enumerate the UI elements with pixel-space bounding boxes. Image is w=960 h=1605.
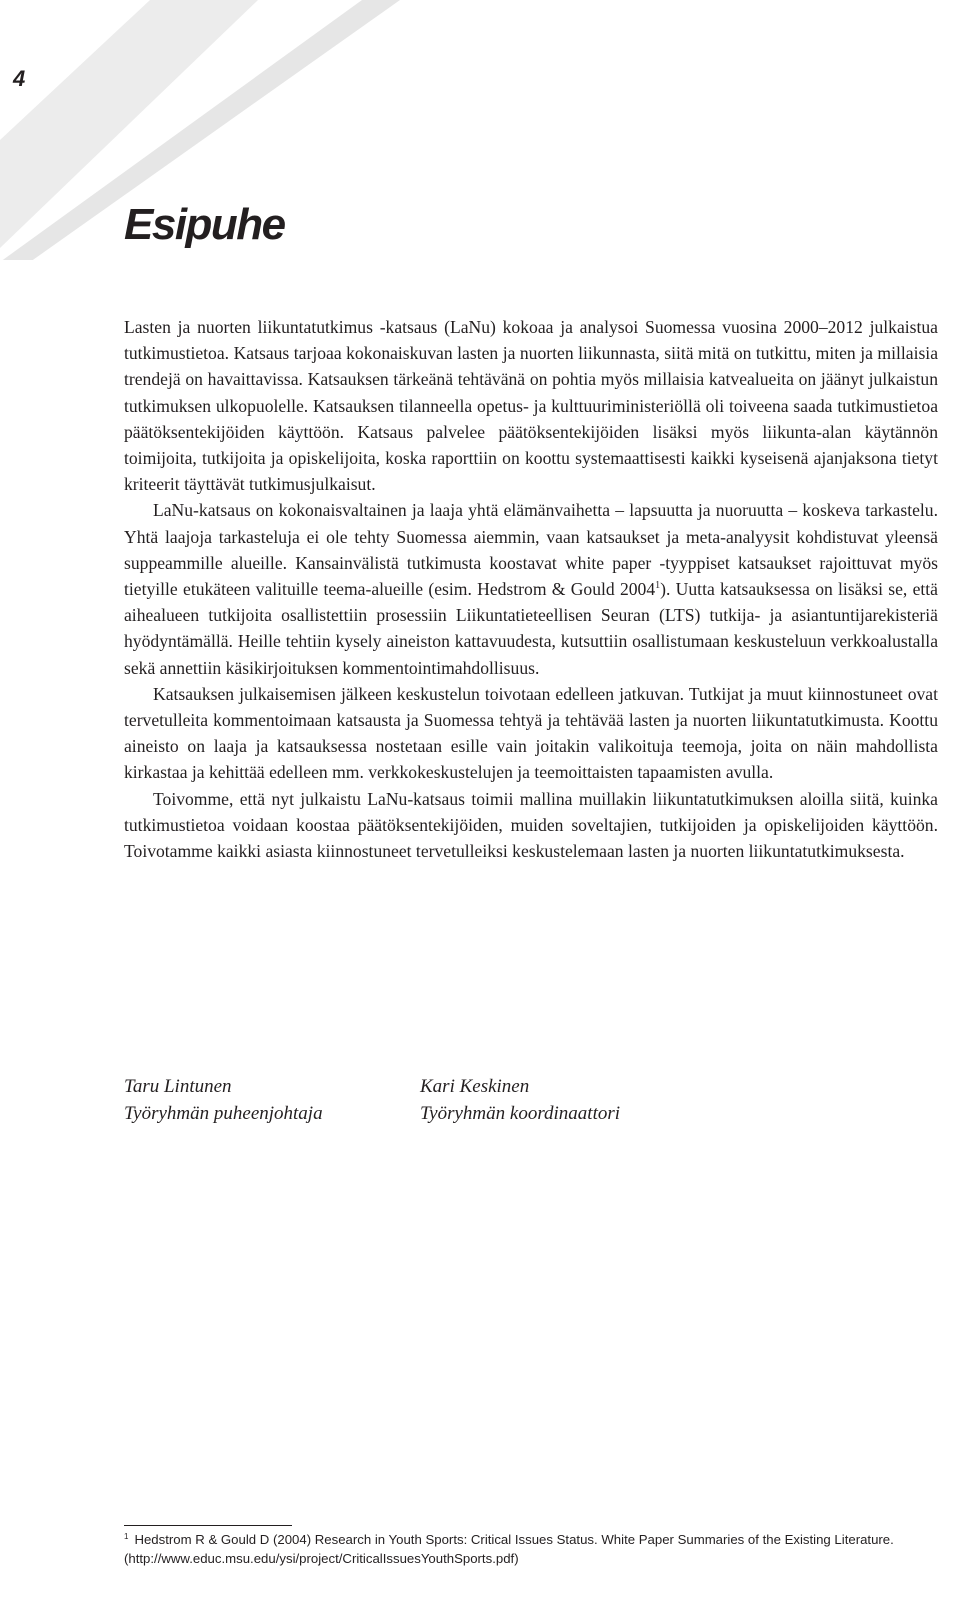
footnote-marker: 1 [124, 1531, 129, 1541]
signature-right [420, 1073, 620, 1127]
footnote [124, 1530, 944, 1568]
footnote-reference: 1 [655, 580, 661, 592]
signature-role: Työryhmän puheenjohtaja [124, 1103, 323, 1124]
footnote-divider [124, 1525, 292, 1526]
paragraph-2 [124, 497, 938, 680]
body-text [124, 314, 938, 864]
paragraph-2-text-after-ref: ). Uutta katsauksessa on lisäksi se, että aihealueen tutkijoita osallistettiin prosessiin Liikuntatieteellisen Seuran (LTS) tutkija- ja asiantuntijarekisteriä hyödyntämällä. Heille tehtiin kysely aineiston kattavuudesta, kutsuttiin osallistumaan keskusteluun verkkoalustalla sekä annettiin käsikirjoituksen kommentointimahdollisuus. [124, 579, 938, 678]
signature-name: Taru Lintunen [124, 1076, 232, 1097]
paragraph-4: Toivomme, että nyt julkaistu LaNu-katsaus toimii mallina muillakin liikuntatutkimuksen aloilla siitä, kuinka tutkimustietoa voidaan koostaa päätöksentekijöiden, muiden soveltajien, tutkijoiden ja opiskelijoiden käyttöön. Toivotamme kaikki asiasta kiinnostuneet tervetulleiksi keskustelemaan lasten ja nuorten liikuntatutkimuksesta. [124, 788, 938, 862]
page-title: Esipuhe [124, 200, 285, 249]
footnote-text: Hedstrom R & Gould D (2004) Research in Youth Sports: Critical Issues Status. White Paper Summaries of the Existing Literature. (http://www.educ.msu.edu/ysi/project/CriticalIssuesYouthSports.pdf) [124, 1532, 894, 1566]
paragraph-3: Katsauksen julkaisemisen jälkeen keskustelun toivotaan edelleen jatkuvan. Tutkijat ja muut kiinnostuneet ovat tervetulleita kommentoimaan katsausta ja Suomessa tehtyä ja tehtävää lasten ja nuorten liikuntatutkimusta. Koottu aineisto on laaja ja katsauksessa nostetaan esille vain joitakin valikoituja teemoja, joita on näin mahdollista kirkastaa ja kehittää edelleen mm. verkkokeskustelujen ja teemoittaisten tapaamisten avulla. [124, 683, 938, 783]
signature-name: Kari Keskinen [420, 1076, 530, 1097]
signature-role: Työryhmän koordinaattori [420, 1103, 621, 1124]
signature-left [124, 1073, 323, 1127]
paragraph-2-text-before-ref: LaNu-katsaus on kokonaisvaltainen ja laaja yhtä elämänvaihetta – lapsuutta ja nuoruutta – koskeva tarkastelu. Yhtä laajoja tarkasteluja ei ole tehty Suomessa aiemmin, vaan katsaukset ja meta-analyysit kohdistuvat yleensä suppeammille alueille. Kansainvälistä tutkimusta koostavat white paper -tyyppiset katsaukset rajoittuvat myös tietyille etukäteen valituille teema-alueille (esim. Hedstrom & Gould 2004 [124, 500, 938, 600]
paragraph-1: Lasten ja nuorten liikuntatutkimus -katsaus (LaNu) kokoaa ja analysoi Suomessa vuosina 2000–2012 julkaistua tutkimustietoa. Katsaus tarjoaa kokonaiskuvan lasten ja nuorten liikunnasta, siitä mitä on tutkittu, miten ja millaisia trendejä on havaittavissa. Katsauksen tärkeänä tehtävänä on pohtia myös millaisia katvealueita on jäänyt julkaistun tutkimuksen ulkopuolelle. Katsauksen tilanneella opetus- ja kulttuuriministeriöllä oli toiveena saada tutkimustietoa päätöksentekijöiden käyttöön. Katsaus palvelee päätöksentekijöiden lisäksi myös liikunta-alan käytännön toimijoita, tutkijoita ja opiskelijoita, koska raporttiin on koottu systemaattisesti kaikki kyseisenä ajanjaksona tietyt kriteerit täyttävät tutkimusjulkaisut. [124, 317, 938, 495]
page-number: 4 [13, 66, 26, 91]
